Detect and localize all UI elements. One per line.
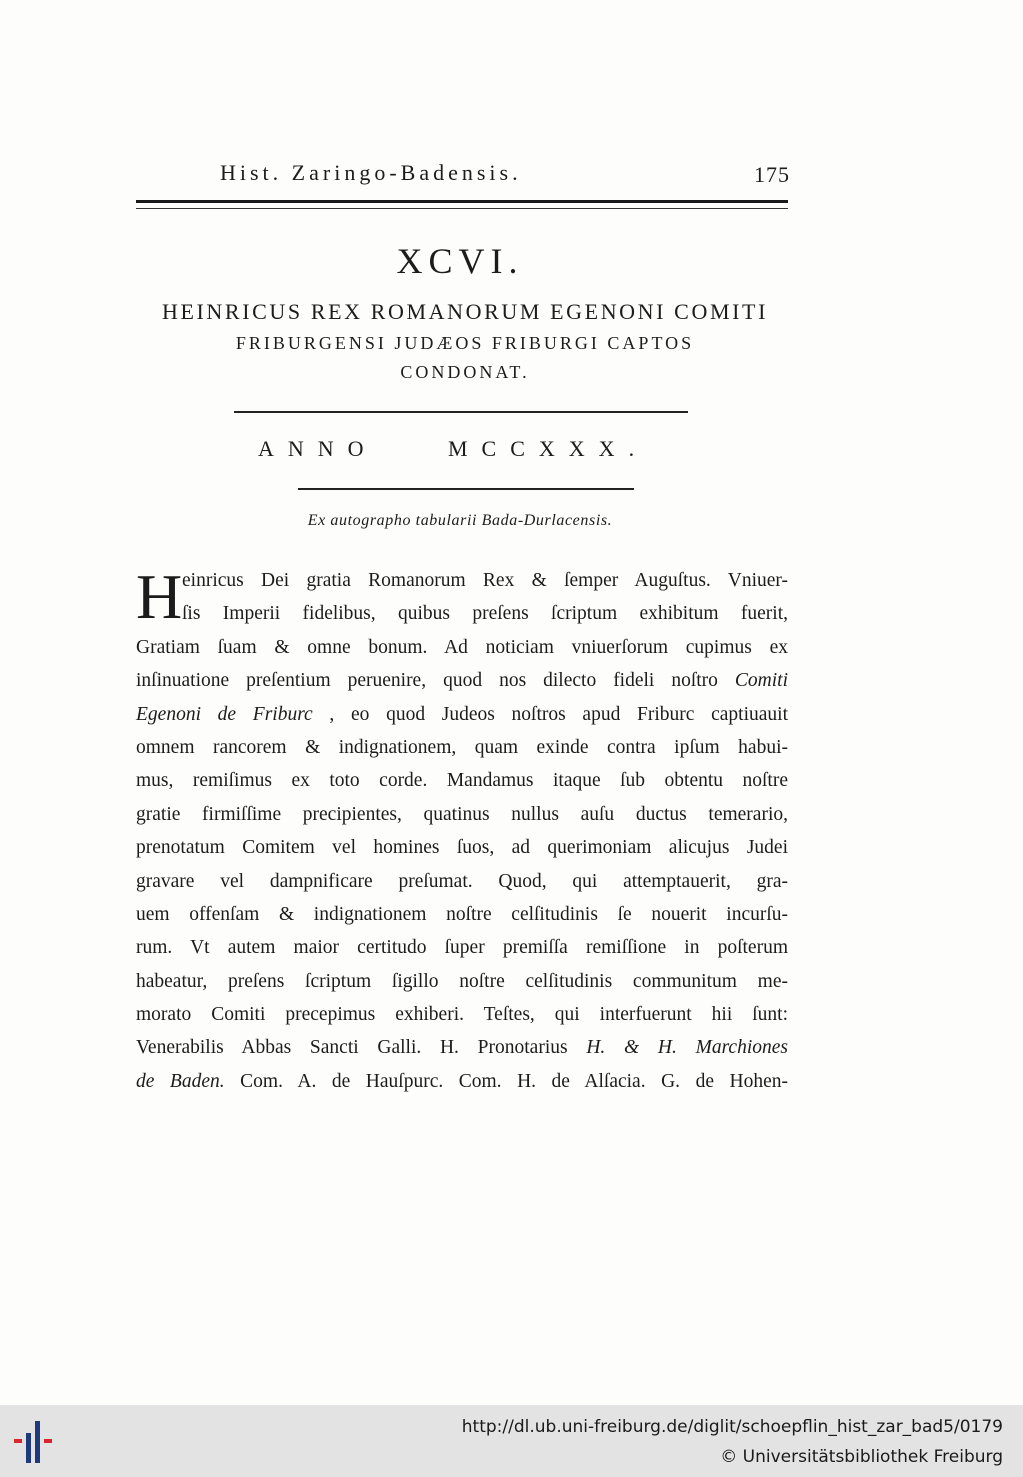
text-segment: Venerabilis Abbas Sancti Galli. H. Pronotarius [136,1037,587,1059]
document-title [120,296,810,386]
italic-egenoni: Egenoni de Friburc [136,703,313,725]
source-url[interactable]: http://dl.ub.uni-freiburg.de/diglit/schoepflin_hist_zar_bad5/0179 [461,1417,1003,1437]
footer-bar [0,1405,1023,1477]
text-line [136,1065,788,1098]
anno-rule [298,488,634,490]
library-logo-icon [12,1417,64,1465]
title-line-2: FRIBURGENSI JUDÆOS FRIBURGI CAPTOS [235,333,695,353]
title-line-1: HEINRICUS REX ROMANORUM EGENONI COMITI [161,299,768,324]
drop-initial: H [136,561,183,632]
italic-de-baden: de Baden. [136,1070,225,1092]
source-note: Ex autographo tabularii Bada-Durlacensis. [307,512,613,529]
anno-year: MCCXXX. [448,436,649,461]
text-line: ſis Imperii fidelibus, quibus preſens ſcriptum exhibitum fuerit, [182,603,788,625]
text-line: uem offenſam & indignationem noſtre celſitudinis ſe nouerit incurſu- [136,903,788,925]
running-title: Hist. Zaringo-Badensis. [220,160,522,185]
text-line [136,664,788,697]
text-line [136,698,788,731]
anno-line [258,436,668,466]
text-line: omnem rancorem & indignationem, quam exinde contra ipſum habui- [136,736,788,758]
text-segment: inſinuatione preſentium peruenire, quod nos dilecto fideli noſtro [136,670,735,692]
anno-label: ANNO [258,436,378,461]
text-line: prenotatum Comitem vel homines ſuos, ad querimoniam alicujus Judei [136,837,788,859]
text-line: habeatur, preſens ſcriptum ſigillo noſtre celſitudinis communitum me- [136,970,788,992]
text-line: gravare vel dampnificare preſumat. Quod, qui attemptauerit, gra- [136,870,788,892]
title-rule [234,411,688,413]
text-segment: , eo quod Judeos noſtros apud Friburc captiuauit [312,703,788,725]
title-line-3: CONDONAT. [400,362,530,382]
running-head [220,160,790,190]
copyright-notice: © Universitätsbibliothek Freiburg [720,1447,1003,1467]
header-double-rule [136,200,788,214]
text-line: rum. Vt autem maior certitudo ſuper premiſſa remiſſione in poſterum [136,937,788,959]
text-line: Gratiam ſuam & omne bonum. Ad noticiam vniuerſorum cupimus ex [136,636,788,658]
italic-comiti: Comiti [734,670,788,692]
text-line: mus, remiſimus ex toto corde. Mandamus itaque ſub obtentu noſtre [136,770,788,792]
text-line [136,1031,788,1064]
text-segment: Com. A. de Hauſpurc. Com. H. de Alſacia. G. de Hohen- [224,1070,788,1092]
text-line: morato Comiti precepimus exhiberi. Teſtes, qui interfuerunt hii ſunt: [136,1004,788,1026]
italic-marchiones: H. & H. Marchiones [586,1037,788,1059]
charter-text [136,561,788,1098]
text-line: einricus Dei gratia Romanorum Rex & ſemper Auguſtus. Vniuer- [182,570,788,591]
page-number: 175 [754,162,790,187]
document-number: XCVI. [396,241,524,281]
text-line: gratie firmiſſime precipientes, quatinus nullus auſu ductus temerario, [136,803,788,825]
